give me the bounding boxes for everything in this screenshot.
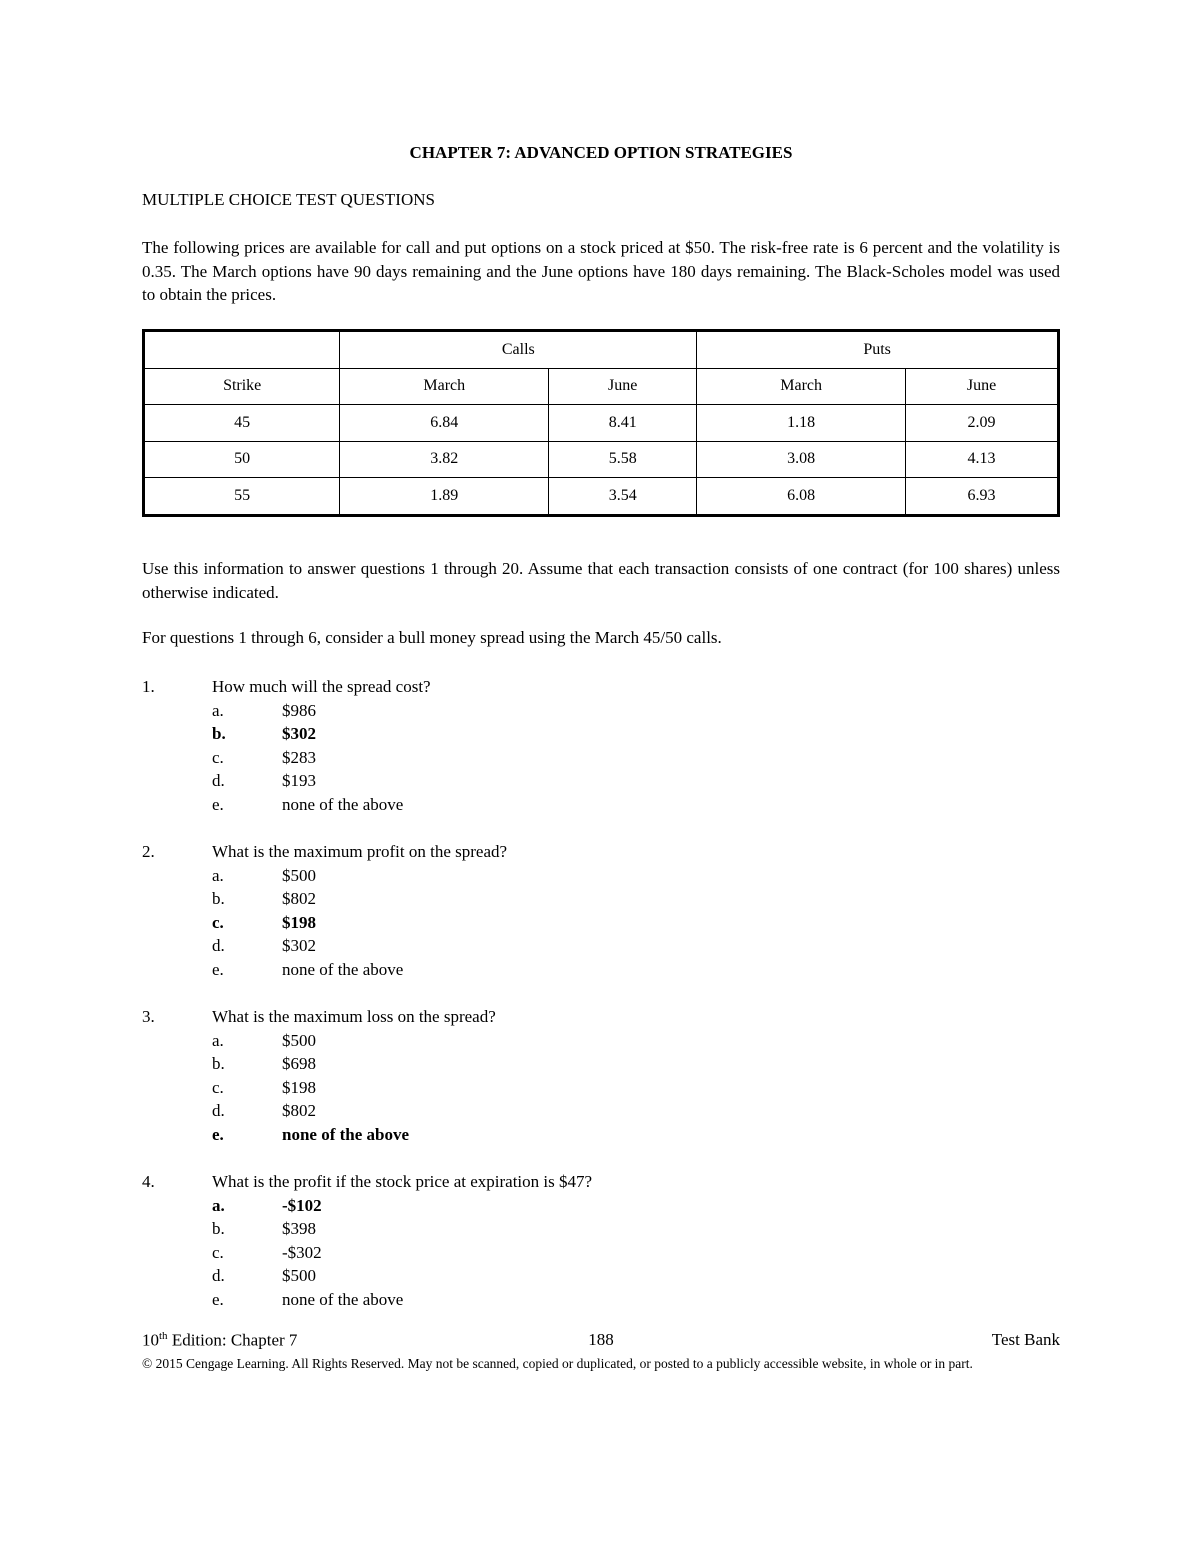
answer-option — [142, 1264, 1060, 1288]
table-header-cell: March — [340, 368, 549, 405]
question-text: What is the profit if the stock price at expiration is $47? — [212, 1172, 593, 1191]
table-cell: 1.18 — [697, 405, 906, 442]
option-text: $500 — [282, 1030, 316, 1050]
footer-edition-label: Edition: Chapter 7 — [167, 1330, 298, 1350]
answer-option — [142, 887, 1060, 911]
footer-edition-number: 10 — [142, 1330, 159, 1350]
table-cell: 2.09 — [906, 405, 1059, 442]
question-stem — [142, 1170, 1060, 1194]
answer-option-correct — [142, 1194, 1060, 1218]
answer-option — [142, 958, 1060, 982]
table-cell: 1.89 — [340, 478, 549, 516]
answer-option — [142, 1241, 1060, 1265]
table-cell: 8.41 — [549, 405, 697, 442]
option-letter: e. — [212, 959, 224, 979]
question-text: How much will the spread cost? — [212, 677, 431, 696]
table-row — [144, 441, 1059, 478]
table-cell: 5.58 — [549, 441, 697, 478]
question-text: What is the maximum loss on the spread? — [212, 1007, 496, 1026]
option-letter: c. — [212, 1077, 224, 1097]
option-text: $500 — [282, 1266, 316, 1285]
question-number: 1. — [142, 677, 155, 696]
option-letter: c. — [212, 747, 224, 767]
table-cell: 6.08 — [697, 478, 906, 516]
option-letter: a. — [212, 700, 224, 720]
question-4 — [142, 1170, 1060, 1311]
table-header-cell: March — [697, 368, 906, 405]
copyright-notice: © 2015 Cengage Learning. All Rights Reserved. May not be scanned, copied or duplicated, or posted to a publicly accessible website, in whole or in part. — [142, 1356, 973, 1371]
question-2 — [142, 840, 1060, 981]
option-text: $198 — [282, 912, 316, 932]
answer-option — [142, 699, 1060, 723]
table-header-cell: June — [549, 368, 697, 405]
option-text: -$102 — [282, 1195, 322, 1215]
option-letter: c. — [212, 912, 224, 932]
option-text: $802 — [282, 889, 316, 908]
question-text: What is the maximum profit on the spread? — [212, 842, 508, 861]
option-text: none of the above — [282, 1124, 410, 1144]
answer-option — [142, 934, 1060, 958]
option-letter: e. — [212, 794, 224, 814]
table-cell: 55 — [144, 478, 340, 516]
option-text: $193 — [282, 771, 316, 790]
question-stem — [142, 1005, 1060, 1029]
table-column-header-row — [144, 368, 1059, 405]
intro-paragraph: The following prices are available for call and put options on a stock priced at $50. The risk-free rate is 6 percent and the volatility is 0.35. The March options have 90 days remaining and the June options have 180 days remaining. The Black-Scholes model was used to obtain the prices. — [142, 238, 1060, 304]
table-header-puts: Puts — [697, 331, 1059, 369]
table-group-header-row — [144, 331, 1059, 369]
answer-option — [142, 793, 1060, 817]
questions-lead: For questions 1 through 6, consider a bull money spread using the March 45/50 calls. — [142, 628, 722, 647]
question-number: 3. — [142, 1007, 155, 1026]
answer-option-correct — [142, 1123, 1060, 1147]
table-cell: 3.82 — [340, 441, 549, 478]
chapter-title: CHAPTER 7: ADVANCED OPTION STRATEGIES — [409, 143, 793, 162]
question-number: 4. — [142, 1172, 155, 1191]
footer-test-bank: Test Bank — [991, 1330, 1060, 1349]
option-text: $302 — [282, 724, 316, 743]
option-letter: a. — [212, 1195, 225, 1215]
option-text: $500 — [282, 865, 316, 885]
option-text: none of the above — [282, 1289, 404, 1309]
footer-edition-ordinal: th — [159, 1330, 168, 1342]
option-prices-table — [142, 329, 1060, 517]
option-letter: d. — [212, 771, 225, 790]
option-text: $986 — [282, 700, 316, 720]
table-cell: 45 — [144, 405, 340, 442]
answer-option — [142, 1217, 1060, 1241]
table-row — [144, 405, 1059, 442]
option-text: $398 — [282, 1219, 316, 1238]
option-text: $283 — [282, 747, 316, 767]
table-header-cell: June — [906, 368, 1059, 405]
question-stem — [142, 675, 1060, 699]
table-header-calls: Calls — [340, 331, 697, 369]
question-stem — [142, 840, 1060, 864]
option-letter: d. — [212, 1266, 225, 1285]
question-1 — [142, 675, 1060, 816]
question-number: 2. — [142, 842, 155, 861]
option-letter: a. — [212, 1030, 224, 1050]
option-text: none of the above — [282, 794, 404, 814]
answer-option — [142, 1288, 1060, 1312]
option-text: $198 — [282, 1077, 316, 1097]
answer-option — [142, 769, 1060, 793]
answer-option — [142, 1076, 1060, 1100]
table-cell: 50 — [144, 441, 340, 478]
option-letter: e. — [212, 1124, 224, 1144]
table-cell: 3.54 — [549, 478, 697, 516]
answer-option-correct — [142, 722, 1060, 746]
table-cell: 3.08 — [697, 441, 906, 478]
answer-option — [142, 1052, 1060, 1076]
answer-option-correct — [142, 911, 1060, 935]
table-header-cell — [144, 331, 340, 369]
option-text: $802 — [282, 1101, 316, 1120]
question-3 — [142, 1005, 1060, 1146]
table-cell: 6.84 — [340, 405, 549, 442]
answer-option — [142, 1029, 1060, 1053]
option-letter: b. — [212, 1219, 225, 1238]
option-letter: b. — [212, 889, 225, 908]
option-letter: a. — [212, 865, 224, 885]
option-letter: c. — [212, 1242, 224, 1262]
option-letter: d. — [212, 936, 225, 955]
table-cell: 6.93 — [906, 478, 1059, 516]
answer-option — [142, 864, 1060, 888]
answer-option — [142, 746, 1060, 770]
table-row — [144, 478, 1059, 516]
table-header-cell: Strike — [144, 368, 340, 405]
answer-option — [142, 1099, 1060, 1123]
option-letter: b. — [212, 1054, 225, 1073]
option-letter: d. — [212, 1101, 225, 1120]
section-heading: MULTIPLE CHOICE TEST QUESTIONS — [142, 190, 435, 209]
table-cell: 4.13 — [906, 441, 1059, 478]
option-text: none of the above — [282, 959, 404, 979]
option-text: $698 — [282, 1054, 316, 1073]
page-number: 188 — [588, 1330, 614, 1349]
option-letter: e. — [212, 1289, 224, 1309]
option-text: -$302 — [282, 1242, 322, 1262]
usage-paragraph: Use this information to answer questions 1 through 20. Assume that each transaction consists of one contract (for 100 shares) unless otherwise indicated. — [142, 559, 1060, 602]
option-text: $302 — [282, 936, 316, 955]
option-letter: b. — [212, 724, 226, 743]
